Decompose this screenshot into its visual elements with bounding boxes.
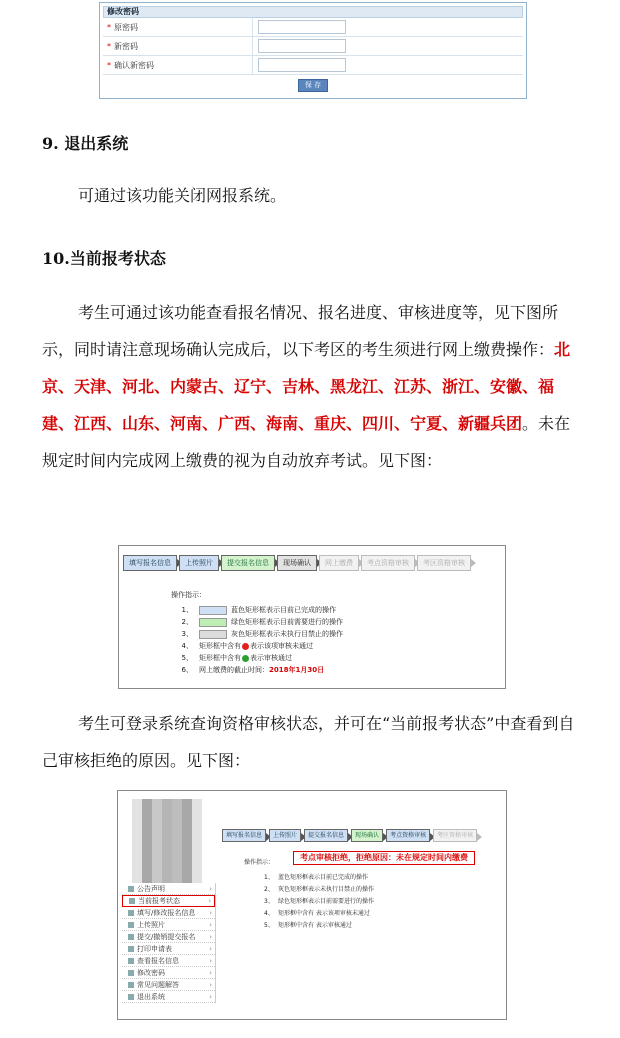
sidebar-item[interactable]: [122, 979, 215, 991]
chevron-right-icon: ›: [209, 944, 212, 953]
confirm-password-label: 确认新密码: [114, 60, 154, 70]
photo-pixel: [162, 871, 172, 883]
photo-pixel: [152, 859, 162, 871]
new-password-row: [103, 37, 523, 56]
menu-icon: [128, 934, 134, 940]
menu-icon: [128, 958, 134, 964]
menu-icon: [128, 946, 134, 952]
photo-pixel: [172, 859, 182, 871]
sidebar-item[interactable]: [122, 931, 215, 943]
sidebar-item[interactable]: [122, 883, 215, 895]
photo-pixel: [152, 799, 162, 811]
sidebar-item-label: 提交/撤销提交报名: [137, 932, 196, 941]
sidebar-item-label: 查看报名信息: [137, 956, 179, 965]
photo-pixel: [172, 847, 182, 859]
photo-pixel: [132, 847, 142, 859]
photo-pixel: [182, 835, 192, 847]
step-item: 上传照片: [269, 829, 301, 842]
legend-title: 操作指示：: [244, 859, 275, 866]
chevron-right-icon: ›: [209, 884, 212, 893]
status-steps-screenshot: [118, 545, 506, 689]
photo-pixel: [142, 811, 152, 823]
legend-item: 5、 矩形框中含有 表示审核通过: [181, 654, 292, 662]
photo-pixel: [172, 811, 182, 823]
photo-pixel: [182, 871, 192, 883]
sidebar-item-label: 退出系统: [137, 992, 165, 1001]
step-item: 考区资格审核: [417, 555, 471, 571]
section-10-paragraph-2: 考生可登录系统查询资格审核状态，并可在“当前报考状态”中查看到自己审核拒绝的原因。见下图：: [42, 714, 575, 770]
step-item: 填写报名信息: [123, 555, 177, 571]
required-mark: *: [107, 22, 111, 32]
photo-pixel: [162, 799, 172, 811]
photo-pixel: [182, 847, 192, 859]
photo-pixel: [152, 847, 162, 859]
photo-pixel: [152, 871, 162, 883]
sidebar-item-label: 修改密码: [137, 968, 165, 977]
sidebar-item-label: 打印申请表: [137, 944, 172, 953]
save-button[interactable]: 保 存: [298, 79, 328, 92]
rejection-reason: 考点审核拒绝，拒绝原因：未在规定时间内缴费: [293, 851, 475, 865]
sidebar-item[interactable]: [122, 907, 215, 919]
photo-pixel: [132, 823, 142, 835]
new-password-input[interactable]: [258, 39, 346, 53]
old-password-label: 原密码: [114, 22, 138, 32]
photo-pixel: [132, 799, 142, 811]
photo-pixel: [172, 835, 182, 847]
sidebar-item-label: 上传照片: [137, 920, 165, 929]
photo-pixel: [132, 859, 142, 871]
change-password-panel: [99, 2, 527, 99]
photo-pixel: [172, 823, 182, 835]
legend-item: 1、 蓝色矩形框表示目前已完成的操作: [264, 873, 369, 881]
photo-pixel: [192, 823, 202, 835]
section-10-paragraph-1: 考生可通过该功能查看报名情况、报名进度、审核进度等，见下图所示，同时请注意现场确认完成后，以下考区的考生须进行网上缴费操作：北京、天津、河北、内蒙古、辽宁、吉林、黑龙江、江苏、浙江、安徽、福建、江西、山东、河南、广西、海南、重庆、四川、宁夏、新疆兵团。未在规定时间内完成网上缴费的视为自动放弃考试。见下图：: [42, 303, 571, 470]
photo-pixel: [142, 847, 152, 859]
step-item: 现场确认: [351, 829, 383, 842]
green-swatch: [199, 618, 227, 627]
payment-deadline: 2018年1月30日: [269, 666, 325, 674]
sidebar-item[interactable]: [122, 955, 215, 967]
legend-item: 3、 灰色矩形框表示未执行目禁止的操作: [181, 630, 343, 638]
photo-pixel: [192, 835, 202, 847]
sidebar-item-label: 常见问题解答: [137, 980, 179, 989]
photo-pixel: [132, 871, 142, 883]
chevron-right-icon: ›: [209, 908, 212, 917]
photo-pixel: [192, 847, 202, 859]
photo-pixel: [162, 847, 172, 859]
legend-item: 2、 绿色矩形框表示目前需要进行的操作: [181, 618, 343, 626]
panel-header: 修改密码: [103, 6, 523, 18]
step-item: 提交报名信息: [304, 829, 348, 842]
chevron-right-icon: ›: [209, 968, 212, 977]
sidebar-item[interactable]: [122, 991, 215, 1003]
menu-icon: [128, 994, 134, 1000]
photo-pixel: [182, 859, 192, 871]
legend-item: 1、 蓝色矩形框表示目前已完成的操作: [181, 606, 336, 614]
operation-legend: [165, 590, 343, 676]
new-password-label: 新密码: [114, 41, 138, 51]
chevron-right-icon: ›: [209, 932, 212, 941]
menu-icon: [128, 970, 134, 976]
photo-pixel: [182, 823, 192, 835]
sidebar-item-label: 当前报考状态: [138, 897, 180, 905]
sidebar-item[interactable]: [122, 967, 215, 979]
step-item: 填写报名信息: [222, 829, 266, 842]
chevron-right-icon: ›: [209, 980, 212, 989]
legend-item: 4、 矩形框中含有 表示该项审核未通过: [264, 909, 370, 917]
photo-pixel: [152, 823, 162, 835]
menu-icon: [128, 910, 134, 916]
sidebar-item-label: 填写/修改报名信息: [137, 908, 196, 917]
legend-item: 6、 网上缴费的截止时间： 2018年1月30日: [181, 666, 325, 674]
required-mark: *: [107, 41, 111, 51]
confirm-password-input[interactable]: [258, 58, 346, 72]
step-item: 考点资格审核: [386, 829, 430, 842]
old-password-input[interactable]: [258, 20, 346, 34]
section-9-heading: 9. 退出系统: [42, 134, 129, 153]
photo-pixel: [192, 859, 202, 871]
blurred-photo: [132, 799, 202, 883]
sidebar-item-label: 公告声明: [137, 884, 165, 893]
menu-icon: [128, 922, 134, 928]
step-item: 现场确认: [277, 555, 317, 571]
photo-pixel: [142, 823, 152, 835]
photo-pixel: [132, 835, 142, 847]
section-9-text: 可通过该功能关闭网报系统。: [78, 186, 287, 205]
step-item: 考点资格审核: [361, 555, 415, 571]
photo-pixel: [162, 835, 172, 847]
blue-swatch: [199, 606, 227, 615]
chevron-right-icon: ›: [209, 992, 212, 1001]
photo-pixel: [162, 859, 172, 871]
legend-title: 操作指示：: [171, 591, 206, 599]
menu-icon: [128, 886, 134, 892]
legend-item: 2、 灰色矩形框表示未执行目禁止的操作: [264, 885, 375, 893]
photo-pixel: [192, 811, 202, 823]
menu-icon: [128, 982, 134, 988]
chevron-right-icon: ›: [208, 897, 211, 905]
photo-pixel: [182, 811, 192, 823]
step-item: 上传照片: [179, 555, 219, 571]
step-item: 考区资格审核: [433, 829, 477, 842]
required-mark: *: [107, 60, 111, 70]
legend-item: 4、 矩形框中含有 表示该项审核未通过: [181, 642, 313, 650]
confirm-password-row: [103, 56, 523, 75]
sidebar-menu: [122, 883, 216, 1003]
approved-icon: [242, 655, 249, 662]
system-status-screenshot: [117, 790, 507, 1020]
photo-pixel: [142, 871, 152, 883]
operation-legend: [244, 857, 374, 930]
photo-pixel: [192, 799, 202, 811]
photo-pixel: [172, 799, 182, 811]
photo-pixel: [142, 859, 152, 871]
photo-pixel: [152, 811, 162, 823]
photo-pixel: [162, 811, 172, 823]
photo-pixel: [182, 799, 192, 811]
menu-icon: [129, 898, 135, 904]
sidebar-item[interactable]: [122, 895, 215, 907]
gray-swatch: [199, 630, 227, 639]
rejected-icon: [242, 643, 249, 650]
photo-pixel: [172, 871, 182, 883]
progress-steps: [222, 829, 480, 842]
legend-item: 3、 绿色矩形框表示目前需要进行的操作: [264, 897, 375, 905]
chevron-right-icon: ›: [209, 956, 212, 965]
section-10-heading: 10.当前报考状态: [42, 249, 166, 268]
legend-item: 5、 矩形框中含有 表示审核通过: [264, 921, 352, 929]
photo-pixel: [152, 835, 162, 847]
payment-regions: 北京、天津、河北、内蒙古、辽宁、吉林、黑龙江、江苏、浙江、安徽、福建、江西、山东、河南、广西、海南、重庆、四川、宁夏、新疆兵团: [42, 340, 571, 433]
step-item: 提交报名信息: [221, 555, 275, 571]
chevron-right-icon: ›: [209, 920, 212, 929]
sidebar-item[interactable]: [122, 919, 215, 931]
old-password-row: [103, 18, 523, 37]
sidebar-item[interactable]: [122, 943, 215, 955]
photo-pixel: [162, 823, 172, 835]
progress-steps: [123, 555, 473, 571]
photo-pixel: [142, 835, 152, 847]
step-item: 网上缴费: [319, 555, 359, 571]
photo-pixel: [142, 799, 152, 811]
photo-pixel: [132, 811, 142, 823]
photo-pixel: [192, 871, 202, 883]
